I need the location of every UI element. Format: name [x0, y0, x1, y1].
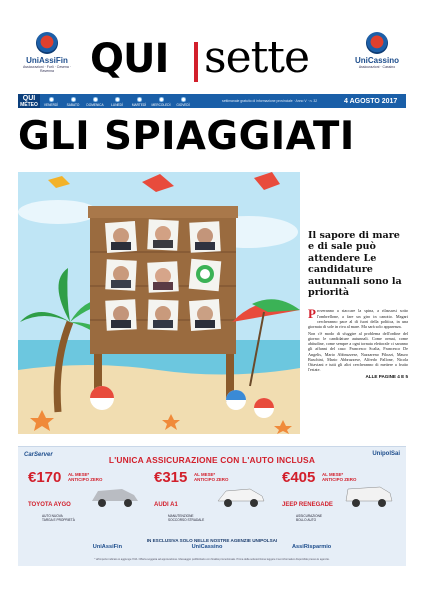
offer-terms: AL MESE* ANTICIPO ZERO: [68, 472, 103, 482]
cloud: [18, 200, 98, 224]
weather-days: [40, 96, 194, 107]
sun-icon: [136, 96, 143, 103]
weather-day: LUNEDÌ: [106, 96, 128, 107]
main-headline[interactable]: GLI SPIAGGIATI: [18, 114, 355, 159]
issue-info: settimanale gratuito di informazione provinciale · Anno V · n. 32: [222, 99, 318, 103]
beach-illustration[interactable]: [18, 172, 300, 434]
sun-icon: [114, 96, 121, 103]
sponsor-logo-right[interactable]: [348, 30, 406, 92]
ad-logo-left: CarServer: [24, 452, 53, 458]
sponsor-logo-left[interactable]: [18, 30, 76, 92]
offer-price: €170: [28, 469, 62, 486]
sponsor-tag-right: Assicurazioni · Cassino: [358, 65, 396, 69]
weather-day: GIOVEDÌ: [172, 96, 194, 107]
board-plank: [88, 206, 238, 218]
ad-footer-brands: [18, 544, 406, 550]
weather-day: VENERDÌ: [40, 96, 62, 107]
weather-day: SABATO: [62, 96, 84, 107]
sun-icon: [48, 96, 55, 103]
sponsor-tag-left: Assicurazioni · Forlì · Cesena · Ravenna: [22, 65, 72, 73]
newspaper-title: [86, 32, 338, 90]
article-body: [308, 308, 408, 372]
sponsor-brand-left: UniAssiFin: [26, 56, 68, 65]
article-paragraph: Non c'è modo di sfuggire al problema dell'ordine del giorno: le candidature autunnali. Come ormai, come abitudine, come sempre a ogni tornata elettorale ci saranno gli affanni del caso: Francesco Scalia, Francesco De Angelis, Mario Abbruzzese, Nazzareno Pilozzi, Mauro Buschini, Mario Abbruzzese, Alfredo Pallone, Nicola Ottaviani e tutti gli altri cercheranno di mettere a frutto l'estate.: [308, 330, 408, 373]
unipol-logo-icon: [36, 32, 58, 54]
car-image: [88, 483, 140, 509]
title-divider: [194, 42, 198, 82]
footer-brand[interactable]: UniAssiFin: [92, 544, 123, 550]
offer-model: TOYOTA AYGO: [28, 502, 71, 508]
offer-bullets: MANUTENZIONE SOCCORSO STRADALE: [168, 514, 205, 523]
offer-price: €315: [154, 469, 188, 486]
offer-bullets: AUTO NUOVA TARGA E PROPRIETÀ: [42, 514, 75, 523]
weather-strip: [18, 94, 406, 108]
meteo-label: [18, 94, 40, 108]
offer-bullets: ASSICURAZIONE BOLLO AUTO: [296, 514, 323, 523]
ad-offer[interactable]: [148, 469, 274, 529]
politician-photos: [105, 219, 221, 331]
sun-icon: [180, 96, 187, 103]
offer-price: €405: [282, 469, 316, 486]
drop-cap: P: [308, 306, 316, 322]
lead-article[interactable]: [308, 230, 408, 379]
masthead: [18, 30, 406, 94]
meteo-label-bottom: METEO: [20, 102, 38, 108]
title-qui: QUI: [90, 36, 169, 82]
issue-date: 4 AGOSTO 2017: [344, 97, 398, 105]
continue-link[interactable]: ALLE PAGINE 4 E 5: [365, 374, 408, 380]
car-image: [342, 481, 394, 509]
ad-offer[interactable]: [276, 469, 402, 529]
offer-terms: AL MESE* ANTICIPO ZERO: [322, 472, 357, 482]
ad-fine-print: * all'importo indicato si aggiunge l'IVA. Offerta soggetta ad approvazione. Messaggio pubblicitario con finalità promozionale. Prima della sottoscrizione leggere il set informativo disponibile presso le agenzie.: [94, 558, 330, 561]
article-title: Il sapore di mare e di sale può attendere Le candidature autunnali sono la priorità: [308, 230, 402, 299]
weather-day: DOMENICA: [84, 96, 106, 107]
sponsor-brand-right: UniCassino: [354, 56, 399, 65]
offer-model: AUDI A1: [154, 502, 178, 508]
sun-icon: [70, 96, 77, 103]
beach-scene: [18, 172, 300, 434]
sun-icon: [92, 96, 99, 103]
ad-logo-right: UnipolSai: [372, 451, 400, 457]
title-sette: sette: [204, 32, 310, 83]
car-image: [214, 483, 266, 509]
sun-icon: [158, 96, 165, 103]
ad-offer[interactable]: [22, 469, 148, 529]
offer-model: JEEP RENEGADE: [282, 502, 333, 508]
footer-brand[interactable]: UniCassino: [191, 544, 223, 550]
advertisement[interactable]: [18, 446, 406, 566]
ad-title: L'UNICA ASSICURAZIONE CON L'AUTO INCLUSA: [108, 455, 316, 465]
article-paragraph: Proveranno a staccare la spina, a rilassarsi sotto l'ombrellone, a fare un giro in canotto. Magari cercheranno pace al di fuori della politica, in una giornata di sole in riva al mare. Ma sarà solo apparenza.: [308, 306, 408, 330]
unipol-logo-icon: [366, 32, 388, 54]
ad-exclusive: IN ESCLUSIVA SOLO NELLE NOSTRE AGENZIE UNIPOLSAI: [146, 538, 278, 543]
offer-terms: AL MESE* ANTICIPO ZERO: [194, 472, 229, 482]
meteo-label-top: QUI: [22, 95, 36, 102]
footer-brand[interactable]: AssiRisparmio: [292, 544, 332, 550]
weather-day: MARTEDÌ: [128, 96, 150, 107]
weather-day: MERCOLEDÌ: [150, 96, 172, 107]
